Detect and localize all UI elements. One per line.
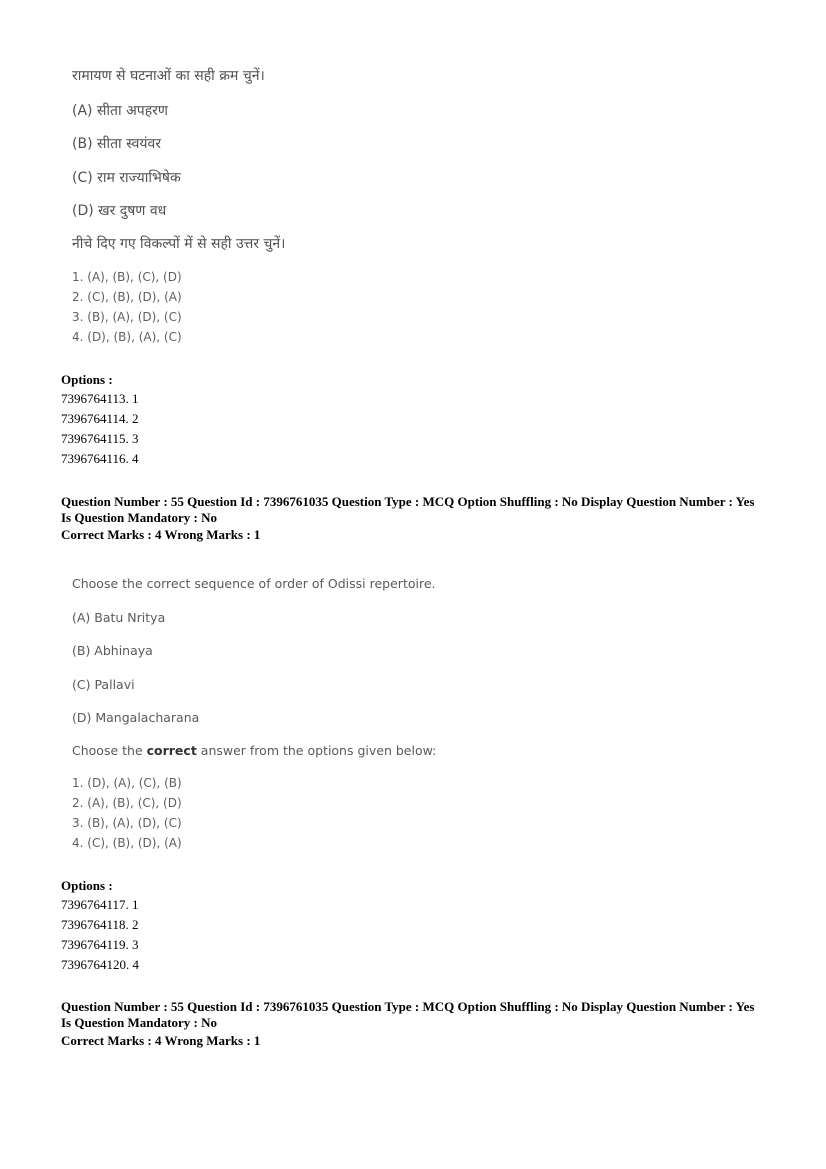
question-marks: Correct Marks : 4 Wrong Marks : 1 bbox=[61, 527, 261, 542]
question-meta-line: Question Number : 55 Question Id : 7396761035 Question Type : MCQ Option Shuffling : No Display Question Number : Yes bbox=[61, 494, 755, 509]
question-mandatory: Is Question Mandatory : No bbox=[61, 510, 218, 525]
option-id: 7396764120. 4 bbox=[61, 957, 139, 972]
question-item: (A) Batu Nritya bbox=[72, 610, 166, 625]
question-item: (B) Abhinaya bbox=[72, 643, 153, 658]
answer-choice: 1. (D), (A), (C), (B) bbox=[72, 776, 182, 790]
option-id: 7396764115. 3 bbox=[61, 431, 139, 446]
options-label: Options : bbox=[61, 878, 113, 893]
option-id: 7396764119. 3 bbox=[61, 937, 139, 952]
option-id: 7396764114. 2 bbox=[61, 411, 139, 426]
question-instruction: Choose the correct answer from the options given below: bbox=[72, 743, 437, 758]
answer-choice: 3. (B), (A), (D), (C) bbox=[72, 310, 182, 324]
question-prompt: Choose the correct sequence of order of Odissi repertoire. bbox=[72, 576, 436, 591]
question-item: (D) Mangalacharana bbox=[72, 710, 200, 725]
emphasis-correct: correct bbox=[146, 743, 197, 758]
answer-choice: 1. (A), (B), (C), (D) bbox=[72, 270, 182, 284]
answer-choice: 4. (D), (B), (A), (C) bbox=[72, 330, 182, 344]
answer-choice: 2. (C), (B), (D), (A) bbox=[72, 290, 182, 304]
option-id: 7396764116. 4 bbox=[61, 451, 139, 466]
answer-choice: 4. (C), (B), (D), (A) bbox=[72, 836, 182, 850]
answer-choice: 3. (B), (A), (D), (C) bbox=[72, 816, 182, 830]
answer-choice: 2. (A), (B), (C), (D) bbox=[72, 796, 182, 810]
question-item: (C) Pallavi bbox=[72, 677, 135, 692]
question-item: (A) सीता अपहरण bbox=[72, 103, 169, 119]
question-meta-line: Question Number : 55 Question Id : 7396761035 Question Type : MCQ Option Shuffling : No Display Question Number : Yes bbox=[61, 999, 755, 1014]
question-item: (B) सीता स्वयंवर bbox=[72, 136, 161, 152]
question-marks: Correct Marks : 4 Wrong Marks : 1 bbox=[61, 1033, 261, 1048]
question-item: (C) राम राज्याभिषेक bbox=[72, 170, 181, 186]
option-id: 7396764118. 2 bbox=[61, 917, 139, 932]
question-mandatory: Is Question Mandatory : No bbox=[61, 1015, 218, 1030]
options-label: Options : bbox=[61, 372, 113, 387]
option-id: 7396764113. 1 bbox=[61, 391, 139, 406]
option-id: 7396764117. 1 bbox=[61, 897, 139, 912]
question-prompt: रामायण से घटनाओं का सही क्रम चुनें। bbox=[72, 68, 265, 84]
question-item: (D) खर दुषण वध bbox=[72, 203, 167, 219]
question-instruction: नीचे दिए गए विकल्पों में से सही उत्तर चुनें। bbox=[72, 236, 286, 252]
